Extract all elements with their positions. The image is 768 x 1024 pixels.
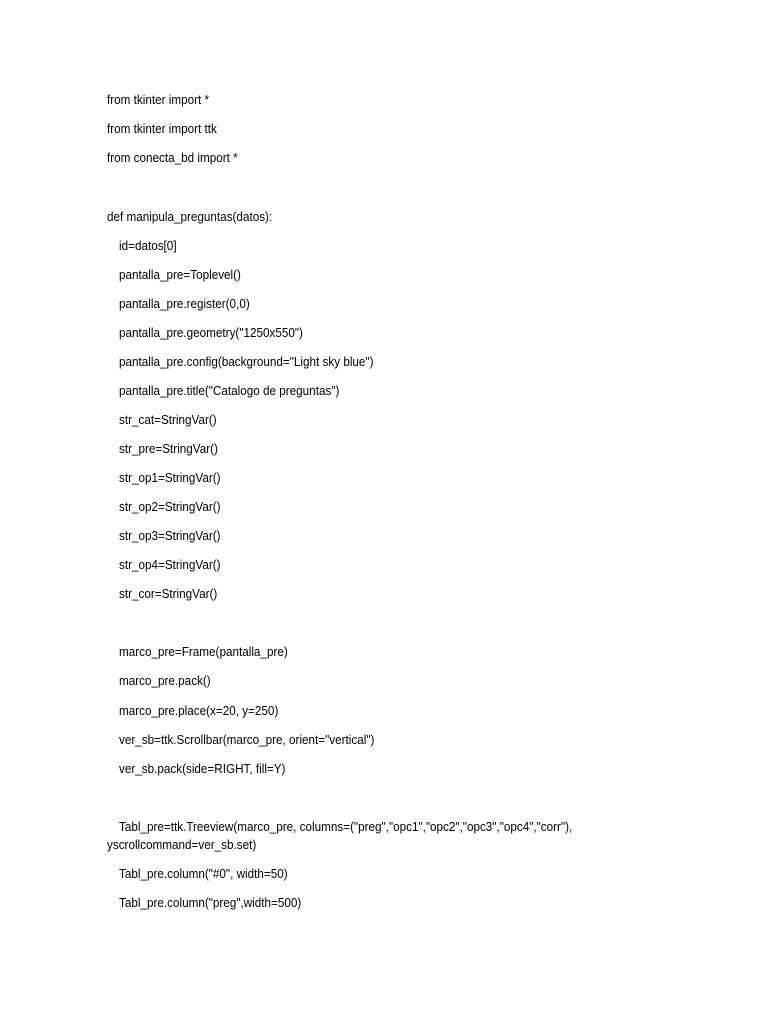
code-line-marco-frame: marco_pre=Frame(pantalla_pre): [119, 644, 288, 659]
code-line-str-op2: str_op2=StringVar(): [119, 499, 221, 514]
code-line-id: id=datos[0]: [119, 238, 177, 253]
code-line-str-op3: str_op3=StringVar(): [119, 528, 221, 543]
code-line-import-tkinter: from tkinter import *: [107, 92, 210, 107]
code-line-geometry: pantalla_pre.geometry("1250x550"): [119, 325, 303, 340]
code-line-str-pre: str_pre=StringVar(): [119, 441, 218, 456]
code-line-def-manipula-preguntas: def manipula_preguntas(datos):: [107, 209, 273, 224]
code-line-column-preg: Tabl_pre.column("preg",width=500): [119, 895, 302, 910]
code-line-treeview: Tabl_pre=ttk.Treeview(marco_pre, columns=("preg","opc1","opc2","opc3","opc4","corr"),: [119, 819, 573, 834]
code-line-str-op4: str_op4=StringVar(): [119, 557, 221, 572]
code-line-config-background: pantalla_pre.config(background="Light sky blue"): [119, 354, 374, 369]
code-line-scrollbar-pack: ver_sb.pack(side=RIGHT, fill=Y): [119, 761, 286, 776]
code-line-marco-place: marco_pre.place(x=20, y=250): [119, 703, 279, 718]
code-line-title: pantalla_pre.title("Catalogo de preguntas"): [119, 383, 340, 398]
code-line-str-op1: str_op1=StringVar(): [119, 470, 221, 485]
code-line-import-conecta-bd: from conecta_bd import *: [107, 150, 238, 165]
code-line-marco-pack: marco_pre.pack(): [119, 673, 211, 688]
code-line-str-cat: str_cat=StringVar(): [119, 412, 217, 427]
code-line-register: pantalla_pre.register(0,0): [119, 296, 250, 311]
code-line-scrollbar: ver_sb=ttk.Scrollbar(marco_pre, orient="vertical"): [119, 732, 375, 747]
code-line-column-0: Tabl_pre.column("#0", width=50): [119, 866, 288, 881]
code-line-import-ttk: from tkinter import ttk: [107, 121, 217, 136]
code-line-toplevel: pantalla_pre=Toplevel(): [119, 267, 241, 282]
code-line-str-cor: str_cor=StringVar(): [119, 586, 218, 601]
code-line-treeview-continuation: yscrollcommand=ver_sb.set): [107, 837, 257, 852]
